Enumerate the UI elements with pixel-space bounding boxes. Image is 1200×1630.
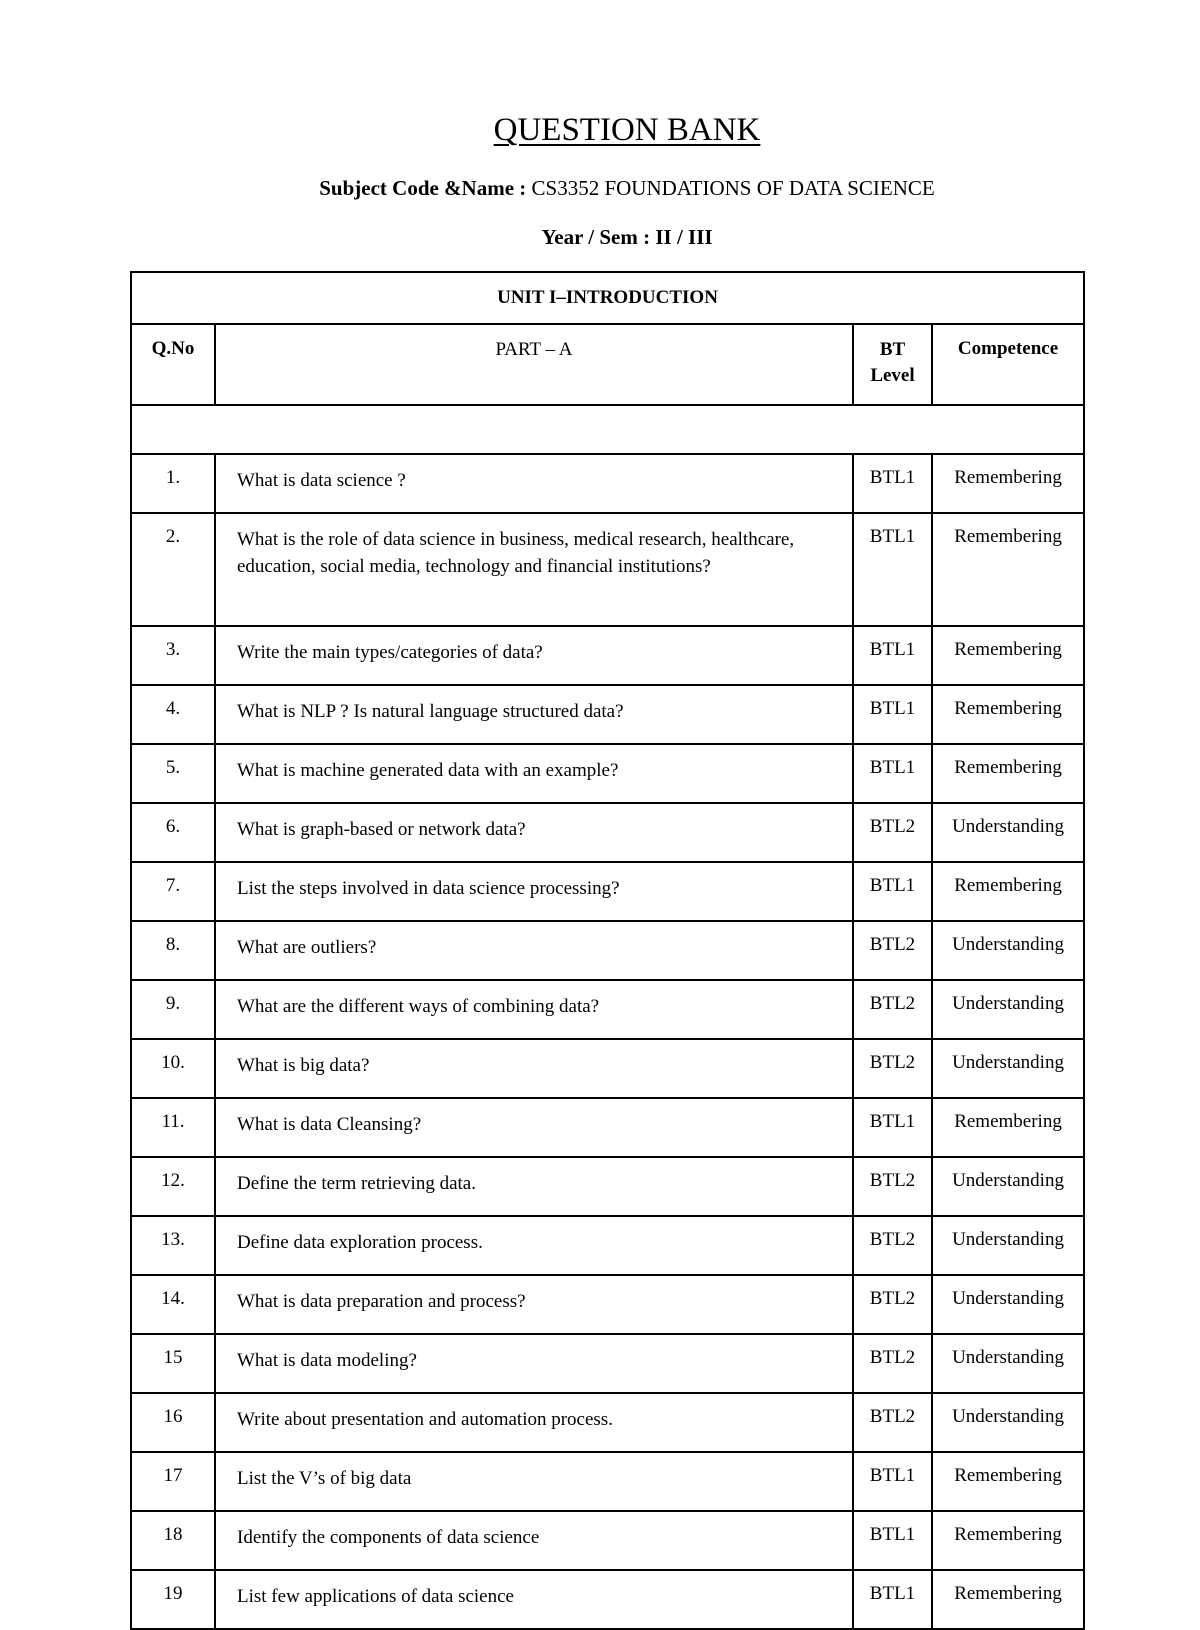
- bt-level: BTL2: [853, 1157, 932, 1216]
- col-header-level: Level: [870, 365, 915, 386]
- competence: Understanding: [932, 1157, 1084, 1216]
- year-sem-line: Year / Sem : II / III: [541, 225, 713, 249]
- question-number: 16: [131, 1393, 215, 1452]
- table-row: [131, 1511, 1084, 1570]
- bt-level: BTL2: [853, 1334, 932, 1393]
- competence: Understanding: [932, 1275, 1084, 1334]
- question-number: 13.: [131, 1216, 215, 1275]
- question-number: 1.: [131, 454, 215, 513]
- bt-level: BTL1: [853, 1098, 932, 1157]
- competence: Understanding: [932, 1334, 1084, 1393]
- question-text: What is big data?: [215, 1039, 853, 1098]
- bt-level: BTL1: [853, 744, 932, 803]
- blank-cell: [131, 405, 1084, 454]
- table-row: [131, 1334, 1084, 1393]
- question-text: What is data preparation and process?: [215, 1275, 853, 1334]
- competence: Understanding: [932, 921, 1084, 980]
- question-text: What is data modeling?: [215, 1334, 853, 1393]
- competence: Understanding: [932, 803, 1084, 862]
- unit-title: UNIT I–INTRODUCTION: [131, 272, 1084, 324]
- competence: Remembering: [932, 744, 1084, 803]
- table-row: [131, 862, 1084, 921]
- blank-row: [131, 405, 1084, 454]
- col-header-qno: Q.No: [131, 324, 215, 405]
- question-number: 5.: [131, 744, 215, 803]
- page-title: QUESTION BANK: [493, 112, 761, 148]
- question-number: 17: [131, 1452, 215, 1511]
- bt-level: BTL1: [853, 626, 932, 685]
- bt-level: BTL1: [853, 454, 932, 513]
- col-header-bt-level: [853, 324, 932, 405]
- question-table: [130, 271, 1085, 1630]
- question-text: What is data Cleansing?: [215, 1098, 853, 1157]
- competence: Understanding: [932, 1216, 1084, 1275]
- question-text: Define data exploration process.: [215, 1216, 853, 1275]
- col-header-bt: BT: [879, 339, 906, 360]
- question-number: 6.: [131, 803, 215, 862]
- subject-value: CS3352 FOUNDATIONS OF DATA SCIENCE: [531, 176, 935, 200]
- table-row: [131, 1157, 1084, 1216]
- question-text: What is machine generated data with an example?: [215, 744, 853, 803]
- table-row: [131, 1452, 1084, 1511]
- competence: Remembering: [932, 1570, 1084, 1629]
- question-text: What is data science ?: [215, 454, 853, 513]
- competence: Remembering: [932, 454, 1084, 513]
- bt-level: BTL2: [853, 921, 932, 980]
- table-row: [131, 1570, 1084, 1629]
- bt-level: BTL1: [853, 1452, 932, 1511]
- bt-level: BTL1: [853, 862, 932, 921]
- question-text: List the steps involved in data science processing?: [215, 862, 853, 921]
- bt-level: BTL2: [853, 1216, 932, 1275]
- bt-level: BTL2: [853, 980, 932, 1039]
- question-text: Write the main types/categories of data?: [215, 626, 853, 685]
- competence: Remembering: [932, 1452, 1084, 1511]
- bt-level: BTL1: [853, 1511, 932, 1570]
- table-row: [131, 1393, 1084, 1452]
- subject-label: Subject Code &Name :: [319, 176, 527, 200]
- subject-line: [0, 176, 1200, 201]
- question-number: 11.: [131, 1098, 215, 1157]
- bt-level: BTL1: [853, 1570, 932, 1629]
- table-row: [131, 803, 1084, 862]
- competence: Remembering: [932, 1511, 1084, 1570]
- table-row: [131, 1216, 1084, 1275]
- question-number: 2.: [131, 513, 215, 626]
- table-row: [131, 1275, 1084, 1334]
- question-number: 14.: [131, 1275, 215, 1334]
- competence: Remembering: [932, 513, 1084, 626]
- question-text: Write about presentation and automation process.: [215, 1393, 853, 1452]
- header-row: [131, 324, 1084, 405]
- bt-level: BTL2: [853, 1393, 932, 1452]
- bt-level: BTL2: [853, 1275, 932, 1334]
- unit-title-row: [131, 272, 1084, 324]
- competence: Remembering: [932, 626, 1084, 685]
- table-row: [131, 1039, 1084, 1098]
- bt-level: BTL2: [853, 803, 932, 862]
- question-number: 4.: [131, 685, 215, 744]
- question-text: Identify the components of data science: [215, 1511, 853, 1570]
- table-row: [131, 626, 1084, 685]
- bt-level: BTL1: [853, 513, 932, 626]
- question-number: 10.: [131, 1039, 215, 1098]
- competence: Remembering: [932, 1098, 1084, 1157]
- competence: Understanding: [932, 980, 1084, 1039]
- table-row: [131, 1098, 1084, 1157]
- question-number: 3.: [131, 626, 215, 685]
- question-number: 12.: [131, 1157, 215, 1216]
- question-number: 15: [131, 1334, 215, 1393]
- question-number: 9.: [131, 980, 215, 1039]
- question-text: What is graph-based or network data?: [215, 803, 853, 862]
- competence: Understanding: [932, 1393, 1084, 1452]
- question-text: What is NLP ? Is natural language structured data?: [215, 685, 853, 744]
- question-number: 8.: [131, 921, 215, 980]
- question-text: List few applications of data science: [215, 1570, 853, 1629]
- col-header-part: PART – A: [215, 324, 853, 405]
- table-row: [131, 685, 1084, 744]
- question-number: 19: [131, 1570, 215, 1629]
- competence: Remembering: [932, 685, 1084, 744]
- col-header-competence: Competence: [932, 324, 1084, 405]
- table-row: [131, 513, 1084, 626]
- question-text: Define the term retrieving data.: [215, 1157, 853, 1216]
- table-row: [131, 744, 1084, 803]
- bt-level: BTL2: [853, 1039, 932, 1098]
- question-number: 7.: [131, 862, 215, 921]
- table-row: [131, 454, 1084, 513]
- question-text: List the V’s of big data: [215, 1452, 853, 1511]
- competence: Understanding: [932, 1039, 1084, 1098]
- table-row: [131, 980, 1084, 1039]
- question-number: 18: [131, 1511, 215, 1570]
- question-text: What are the different ways of combining data?: [215, 980, 853, 1039]
- bt-level: BTL1: [853, 685, 932, 744]
- table-row: [131, 921, 1084, 980]
- question-text: What are outliers?: [215, 921, 853, 980]
- question-text: What is the role of data science in business, medical research, healthcare, education, social media, technology and financial institutions?: [215, 513, 853, 626]
- competence: Remembering: [932, 862, 1084, 921]
